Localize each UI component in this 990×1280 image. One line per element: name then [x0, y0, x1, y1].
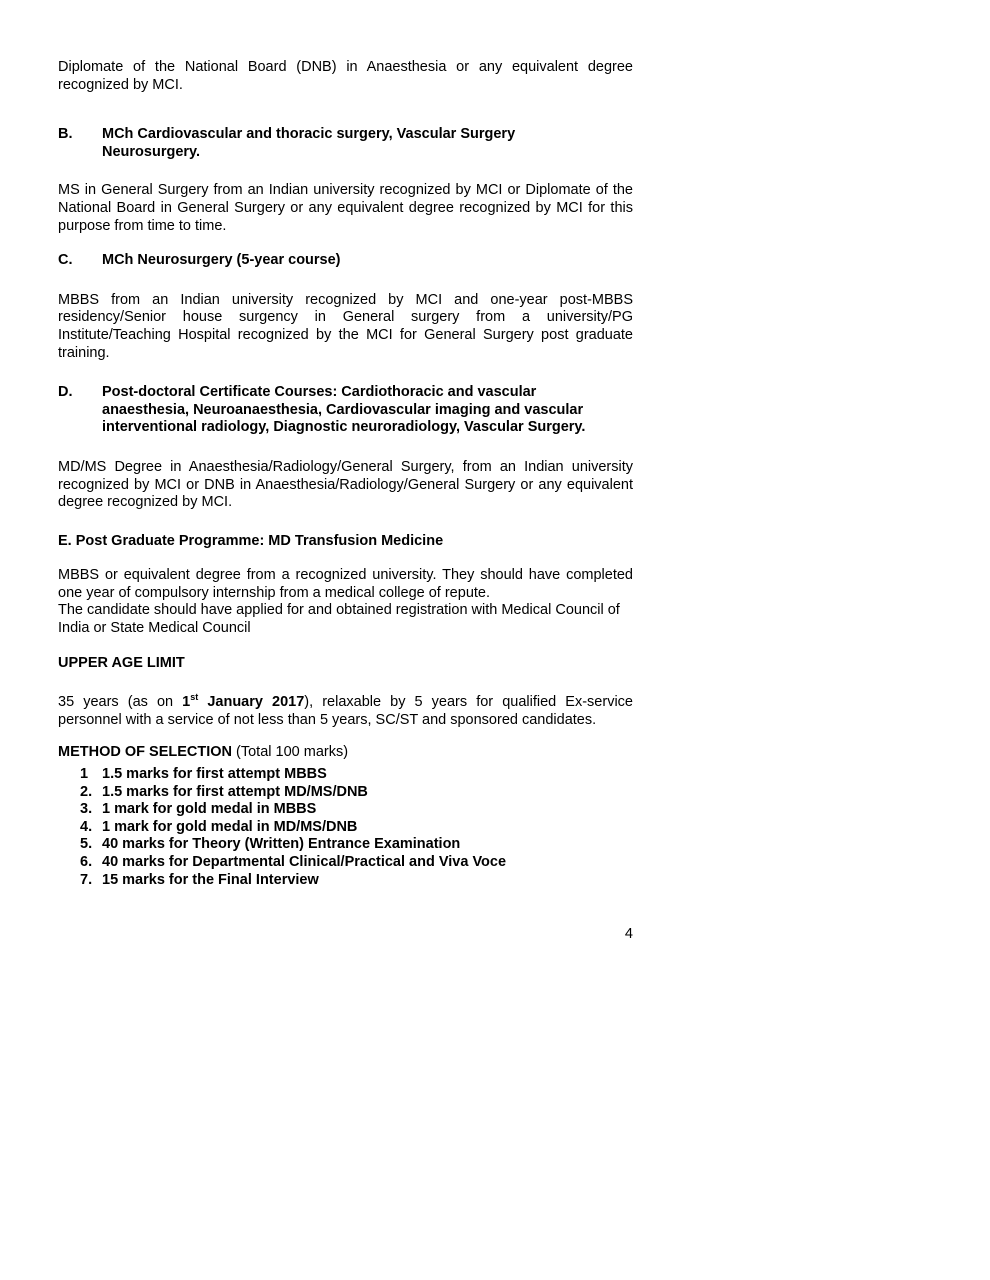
list-item	[80, 766, 633, 784]
intro-paragraph: Diplomate of the National Board (DNB) in Anaesthesia or any equivalent degree recognized by MCI.	[58, 59, 633, 93]
list-item	[80, 819, 633, 837]
section-d-heading	[58, 384, 633, 437]
list-item-text: 1.5 marks for first attempt MBBS	[102, 766, 327, 783]
section-d-title-line: Post-doctoral Certificate Courses: Cardiothoracic and vascular	[102, 384, 537, 401]
section-d-body: MD/MS Degree in Anaesthesia/Radiology/General Surgery, from an Indian university recognized by MCI or DNB in Anaesthesia/Radiology/General Surgery or any equivalent degree recognized by MCI.	[58, 458, 633, 511]
list-item-number: 7.	[80, 871, 93, 888]
section-b-letter: B.	[58, 126, 73, 143]
selection-section	[58, 744, 633, 889]
list-item-number: 4.	[80, 818, 93, 835]
document-page	[58, 59, 633, 889]
list-item-text: 15 marks for the Final Interview	[102, 871, 319, 888]
selection-heading-note: (Total 100 marks)	[232, 744, 349, 761]
section-c-heading	[58, 252, 633, 270]
section-c-title-line: MCh Neurosurgery (5-year course)	[102, 252, 341, 269]
page-number: 4	[624, 926, 633, 942]
list-item-number: 6.	[80, 854, 93, 870]
age-limit-date: January 2017	[198, 694, 305, 711]
section-d-title-line: interventional radiology, Diagnostic neuroradiology, Vascular Surgery.	[102, 419, 586, 436]
section-b-body: MS in General Surgery from an Indian university recognized by MCI or Diplomate of the National Board in General Surgery or any equivalent degree recognized by MCI for this purpose from time to time.	[58, 182, 633, 234]
section-c-letter: C.	[58, 252, 73, 269]
age-limit-text-start: 35 years (as on	[58, 694, 183, 711]
age-limit-text-end: ), relaxable by 5 years for qualified Ex-service personnel with a service of not less than 5 years, SC/ST and sponsored candidates.	[58, 694, 633, 728]
section-b-title	[102, 126, 633, 161]
section-b-title-line: MCh Cardiovascular and thoracic surgery, Vascular Surgery	[102, 126, 516, 143]
age-limit-heading: UPPER AGE LIMIT	[58, 654, 185, 671]
section-e-body: MBBS or equivalent degree from a recognized university. They should have completed one year of compulsory internship from a medical college of repute.	[58, 567, 633, 601]
age-limit-date-day: 1	[182, 694, 191, 711]
section-b-heading	[58, 126, 633, 161]
section-b-title-line: Neurosurgery.	[102, 143, 201, 160]
selection-marks-list	[58, 766, 633, 889]
section-c	[58, 252, 633, 362]
list-item-text: 1.5 marks for first attempt MD/MS/DNB	[102, 783, 368, 800]
list-item	[80, 836, 633, 854]
age-limit-section	[58, 655, 633, 730]
list-item-number: 2.	[80, 783, 93, 800]
section-e	[58, 533, 633, 638]
list-item	[80, 872, 633, 890]
section-d-letter: D.	[58, 384, 73, 401]
list-item-number: 5.	[80, 836, 93, 853]
list-item	[80, 801, 633, 819]
section-d	[58, 384, 633, 512]
section-c-body: MBBS from an Indian university recognized by MCI and one-year post-MBBS residency/Senior house surgency in General surgery from a university/PG Institute/Teaching Hospital recognized by the MCI for General Surgery post graduate training.	[58, 291, 633, 361]
age-limit-text	[58, 694, 633, 729]
list-item-text: 40 marks for Theory (Written) Entrance Examination	[102, 836, 461, 853]
section-b	[58, 126, 633, 235]
section-d-title-line: anaesthesia, Neuroanaesthesia, Cardiovascular imaging and vascular	[102, 401, 584, 418]
list-item	[80, 854, 633, 872]
list-item-text: 1 mark for gold medal in MD/MS/DNB	[102, 818, 358, 835]
list-item-number: 3.	[80, 801, 93, 818]
selection-heading	[58, 744, 633, 762]
section-c-title	[102, 252, 633, 270]
age-limit-date-suffix: st	[190, 692, 199, 703]
section-d-title	[102, 384, 633, 437]
list-item-number: 1	[80, 766, 89, 783]
list-item-text: 1 mark for gold medal in MBBS	[102, 801, 317, 818]
section-e-heading: E. Post Graduate Programme: MD Transfusion Medicine	[58, 532, 444, 549]
list-item	[80, 784, 633, 802]
selection-heading-label: METHOD OF SELECTION	[58, 744, 232, 761]
section-e-body-registration: The candidate should have applied for and obtained registration with Medical Council of India or State Medical Council	[58, 602, 620, 637]
list-item-text: 40 marks for Departmental Clinical/Practical and Viva Voce	[102, 854, 507, 870]
